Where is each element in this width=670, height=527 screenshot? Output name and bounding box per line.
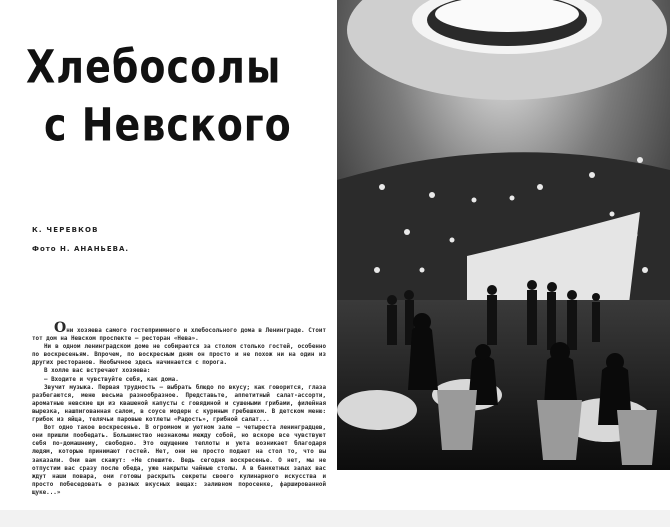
article-paragraph: — Входите и чувствуйте себя, как дома. — [44, 376, 179, 383]
title-line-2: с Невского — [44, 98, 292, 152]
article-paragraph: Ни в одном ленинградском доме не собирается за столом столько гостей, особенно по воскресеньям. Впрочем, по воскресным дням он просто и не похож ни на один из других ресторанов. Необычное здесь начинается с порога. — [32, 344, 326, 367]
article-body — [32, 320, 326, 497]
article-paragraph: В холле вас встречают хозяева: — [44, 368, 151, 375]
article-title — [26, 40, 326, 152]
article-paragraph: Вот одно такое воскресенье. В огромном и уютном зале — четыреста ленинградцев, они пришли пообедать. Большинство незнакомы между собой, но вскоре все чувствуют себя по-домашнему, свободно. Это ощущение теплоты и уюта возникает благодаря людям, которые принимают гостей. Нет, они не просто подают на стол то, что вы заказали. Они вам скажут: «Не спешите. Ведь сегодня воскресенье. О нет, мы не отпустим вас сразу после обеда, уже накрыты чайные столы. А в банкетных залах вас ждут наши повара, они готовы раскрыть секреты своего кулинарного искусства и просто побеседовать о разных вкусных вещах: заливном поросенке, фаршированной щуке...» — [32, 425, 326, 496]
author-byline: К. ЧЕРЕВКОВ — [32, 226, 99, 234]
restaurant-hall-photo — [337, 0, 670, 470]
photo-credit: Фото Н. АНАНЬЕВА. — [32, 245, 130, 253]
dropcap: О — [54, 320, 67, 336]
article-paragraph: Звучит музыка. Первая трудность — выбрать блюдо по вкусу; как говорится, глаза разбегаются, меню весьма разнообразное. Представьте, аппетитный салат-ассорти, ароматные невские щи из квашеной капусты с говядиной и сушеными грибами, филейная вырезка, нашпигованная салом, в соусе модерн с куриным гребешком. В детском меню: грибок из яйца, телячьи паровые котлеты «Радость», грибной салат... — [32, 384, 326, 424]
title-line-1: Хлебосолы — [26, 40, 282, 94]
article-paragraph: Они хозяева самого гостеприимного и хлебосольного дома в Ленинграде. Стоит тот дом на Невском проспекте — ресторан «Нева». — [32, 320, 326, 343]
page-bottom-margin — [0, 510, 670, 527]
